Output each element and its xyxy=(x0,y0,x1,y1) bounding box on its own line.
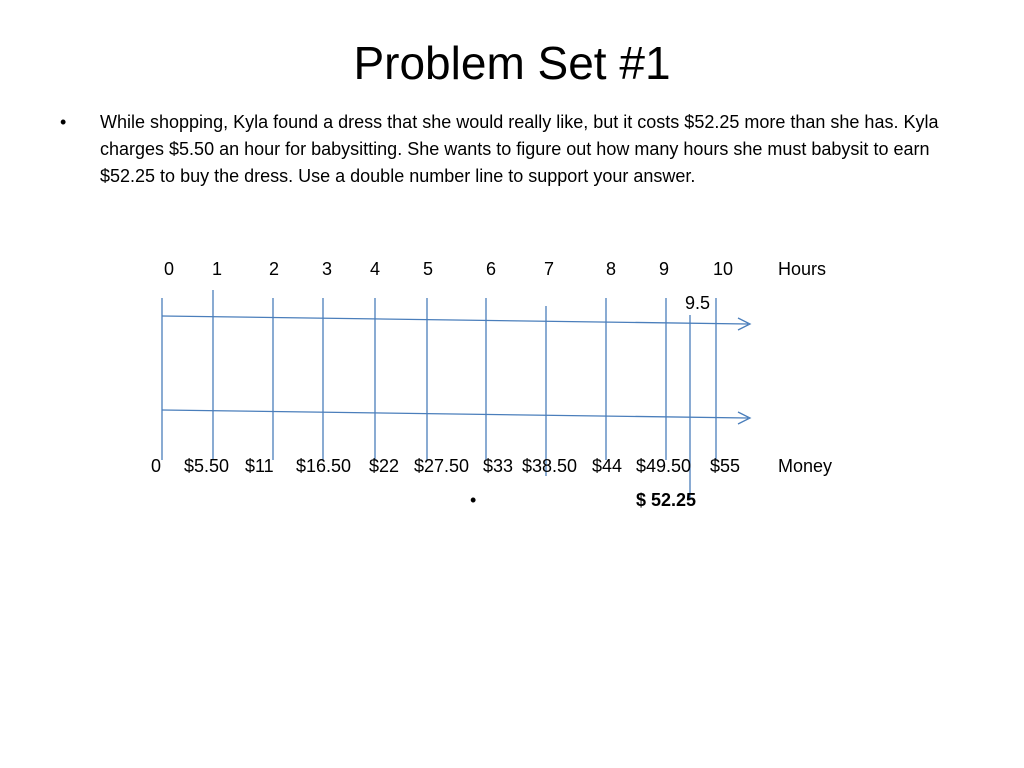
money-label: $27.50 xyxy=(414,456,470,476)
money-label: $44 xyxy=(592,456,623,476)
hour-label: 8 xyxy=(606,259,617,279)
hour-label: 6 xyxy=(486,259,497,279)
hour-label: 7 xyxy=(544,259,555,279)
hour-label: 1 xyxy=(212,259,223,279)
money-label: $22 xyxy=(369,456,400,476)
money-label: $55 xyxy=(710,456,741,476)
hour-label: 0 xyxy=(164,259,175,279)
answer-money-label: $ 52.25 xyxy=(636,490,697,510)
money-line xyxy=(162,410,750,424)
money-axis-label: Money xyxy=(778,456,833,476)
hours-line xyxy=(162,316,750,330)
money-label: 0 xyxy=(151,456,162,476)
hour-label: 5 xyxy=(423,259,434,279)
money-label: $38.50 xyxy=(522,456,578,476)
money-label: $11 xyxy=(245,456,274,476)
money-label: $49.50 xyxy=(636,456,692,476)
hour-label: 4 xyxy=(370,259,381,279)
problem-text: While shopping, Kyla found a dress that she would really like, but it costs $52.25 more than she has. Kyla charges $5.50 an hour for babysitting. She wants to figure out how many hours she must babysit to earn $52.25 to buy the dress. Use a double number line to support your answer. xyxy=(100,112,939,186)
hour-label: 3 xyxy=(322,259,333,279)
money-label: $5.50 xyxy=(184,456,230,476)
slide-title: Problem Set #1 xyxy=(353,37,671,89)
answer-bullet-icon: • xyxy=(470,490,477,510)
money-label: $33 xyxy=(483,456,514,476)
money-label: $16.50 xyxy=(296,456,352,476)
hours-axis-label: Hours xyxy=(778,259,827,279)
hour-label: 9 xyxy=(659,259,670,279)
answer-hours-label: 9.5 xyxy=(685,293,711,313)
hour-label: 2 xyxy=(269,259,280,279)
bullet-icon: • xyxy=(60,112,67,132)
hour-label: 10 xyxy=(713,259,734,279)
